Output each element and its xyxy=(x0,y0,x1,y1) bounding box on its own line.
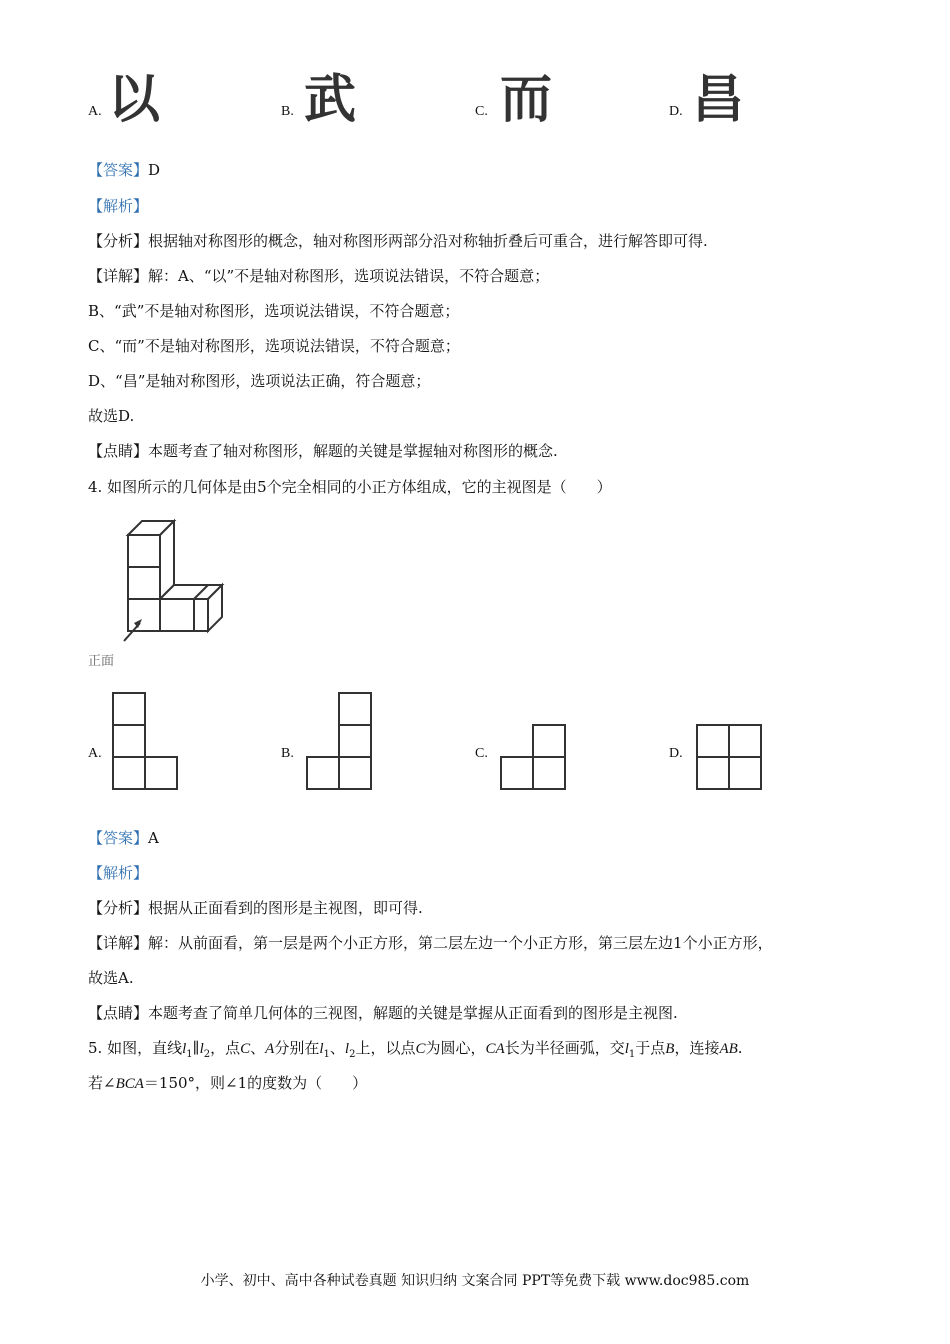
front-label: 正面 xyxy=(88,654,115,669)
option-b-char: 武 xyxy=(304,70,357,130)
var-l: l xyxy=(199,1041,204,1057)
text: 于点 xyxy=(635,1039,666,1057)
dianjing-text: 本题考查了简单几何体的三视图，解题的关键是掌握从正面看到的图形是主视图. xyxy=(148,1004,678,1022)
subscript: 2 xyxy=(349,1049,356,1060)
analysis-tag: 【解析】 xyxy=(88,864,149,882)
xiangjie-tag: 【详解】 xyxy=(88,934,149,952)
fenxi-tag: 【分析】 xyxy=(88,899,149,917)
text: 、 xyxy=(329,1039,345,1057)
fenxi-text: 根据轴对称图形的概念，轴对称图形两部分沿对称轴折叠后可重合，进行解答即可得. xyxy=(148,232,708,250)
q3-line-c: C、“而”不是轴对称图形，选项说法错误，不符合题意； xyxy=(88,337,460,355)
analysis-tag: 【解析】 xyxy=(88,197,149,215)
option-c-char: 而 xyxy=(500,70,553,130)
q4-xiangjie xyxy=(88,933,773,953)
var-a: A xyxy=(265,1041,275,1057)
q4-answer xyxy=(88,828,159,848)
q5-stem-line1 xyxy=(88,1038,743,1065)
q4-analysis-heading xyxy=(88,863,148,883)
fenxi-text: 根据从正面看到的图形是主视图，即可得. xyxy=(148,899,423,917)
var-l: l xyxy=(624,1041,629,1057)
q4-option-c-label: C. xyxy=(475,746,488,761)
q4-option-b-label: B. xyxy=(281,746,294,761)
page-footer: 小学、初中、高中各种试卷真题 知识归纳 文案合同 PPT等免费下载 www.doc985.com xyxy=(200,1273,750,1289)
subscript: 1 xyxy=(628,1049,636,1060)
dianjing-text: 本题考查了轴对称图形，解题的关键是掌握轴对称图形的概念. xyxy=(148,442,558,460)
answer-value: A xyxy=(148,829,159,847)
option-a-label: A. xyxy=(88,104,102,119)
var-ca: CA xyxy=(485,1041,505,1057)
text: 若∠ xyxy=(88,1074,116,1092)
dianjing-tag: 【点睛】 xyxy=(88,1004,149,1022)
answer-value: D xyxy=(148,161,161,179)
q4-option-a-figure xyxy=(112,692,180,790)
text: 5. 如图，直线 xyxy=(88,1039,183,1057)
text: 分别在 xyxy=(274,1039,320,1057)
var-bca: BCA xyxy=(115,1076,144,1092)
xiangjie-tag: 【详解】 xyxy=(88,267,149,285)
q4-dianjing xyxy=(88,1003,678,1023)
option-d-label: D. xyxy=(669,104,683,119)
text: 上，以点 xyxy=(355,1039,416,1057)
var-ab: AB xyxy=(719,1041,738,1057)
q3-fenxi xyxy=(88,231,708,251)
subscript: 1 xyxy=(323,1049,330,1060)
xiangjie-text: 解：A、“以”不是轴对称图形，选项说法错误，不符合题意； xyxy=(148,267,550,285)
text: 长为半径画弧，交 xyxy=(504,1039,625,1057)
dianjing-tag: 【点睛】 xyxy=(88,442,149,460)
q4-solid-figure xyxy=(110,515,240,675)
q4-option-b-figure xyxy=(306,692,374,790)
var-c: C xyxy=(415,1041,426,1057)
var-l: l xyxy=(344,1041,350,1057)
var-l: l xyxy=(182,1041,187,1057)
q3-line-b: B、“武”不是轴对称图形，选项说法错误，不符合题意； xyxy=(88,302,460,320)
var-l: l xyxy=(319,1041,324,1057)
q4-option-a-label: A. xyxy=(88,746,102,761)
answer-tag: 【答案】 xyxy=(88,161,149,179)
q5-stem-line2 xyxy=(88,1073,367,1094)
q4-conclusion: 故选A. xyxy=(88,969,134,987)
q4-option-c-figure xyxy=(500,724,568,790)
q4-stem: 4. 如图所示的几何体是由5个完全相同的小正方体组成，它的主视图是（ ） xyxy=(88,478,612,496)
q3-dianjing xyxy=(88,441,558,461)
option-d-char: 昌 xyxy=(692,70,745,130)
xiangjie-text: 解：从前面看，第一层是两个小正方形，第二层左边一个小正方形，第三层左边1个小正方形， xyxy=(148,934,773,952)
text: ，连接 xyxy=(674,1039,720,1057)
answer-tag: 【答案】 xyxy=(88,829,149,847)
text: . xyxy=(737,1039,743,1057)
var-b: B xyxy=(665,1041,675,1057)
q3-xiangjie xyxy=(88,266,549,286)
option-a-char: 以 xyxy=(108,70,161,130)
text: 、 xyxy=(250,1039,266,1057)
q3-line-d: D、“昌”是轴对称图形，选项说法正确，符合题意； xyxy=(88,372,431,390)
subscript: 1 xyxy=(186,1049,193,1060)
q3-answer xyxy=(88,160,160,180)
q3-conclusion: 故选D. xyxy=(88,407,135,425)
q4-option-d-figure xyxy=(696,724,764,790)
option-c-label: C. xyxy=(475,104,488,119)
fenxi-tag: 【分析】 xyxy=(88,232,149,250)
q3-analysis-heading xyxy=(88,196,148,216)
text: 为圆心， xyxy=(425,1039,486,1057)
parallel-symbol: ∥ xyxy=(192,1039,200,1057)
q4-option-d-label: D. xyxy=(669,746,683,761)
var-c: C xyxy=(240,1041,251,1057)
text: ，点 xyxy=(210,1039,241,1057)
subscript: 2 xyxy=(203,1049,211,1060)
text: ＝150°，则∠1的度数为（ ） xyxy=(143,1074,368,1092)
option-b-label: B. xyxy=(281,104,294,119)
q4-fenxi xyxy=(88,898,423,918)
